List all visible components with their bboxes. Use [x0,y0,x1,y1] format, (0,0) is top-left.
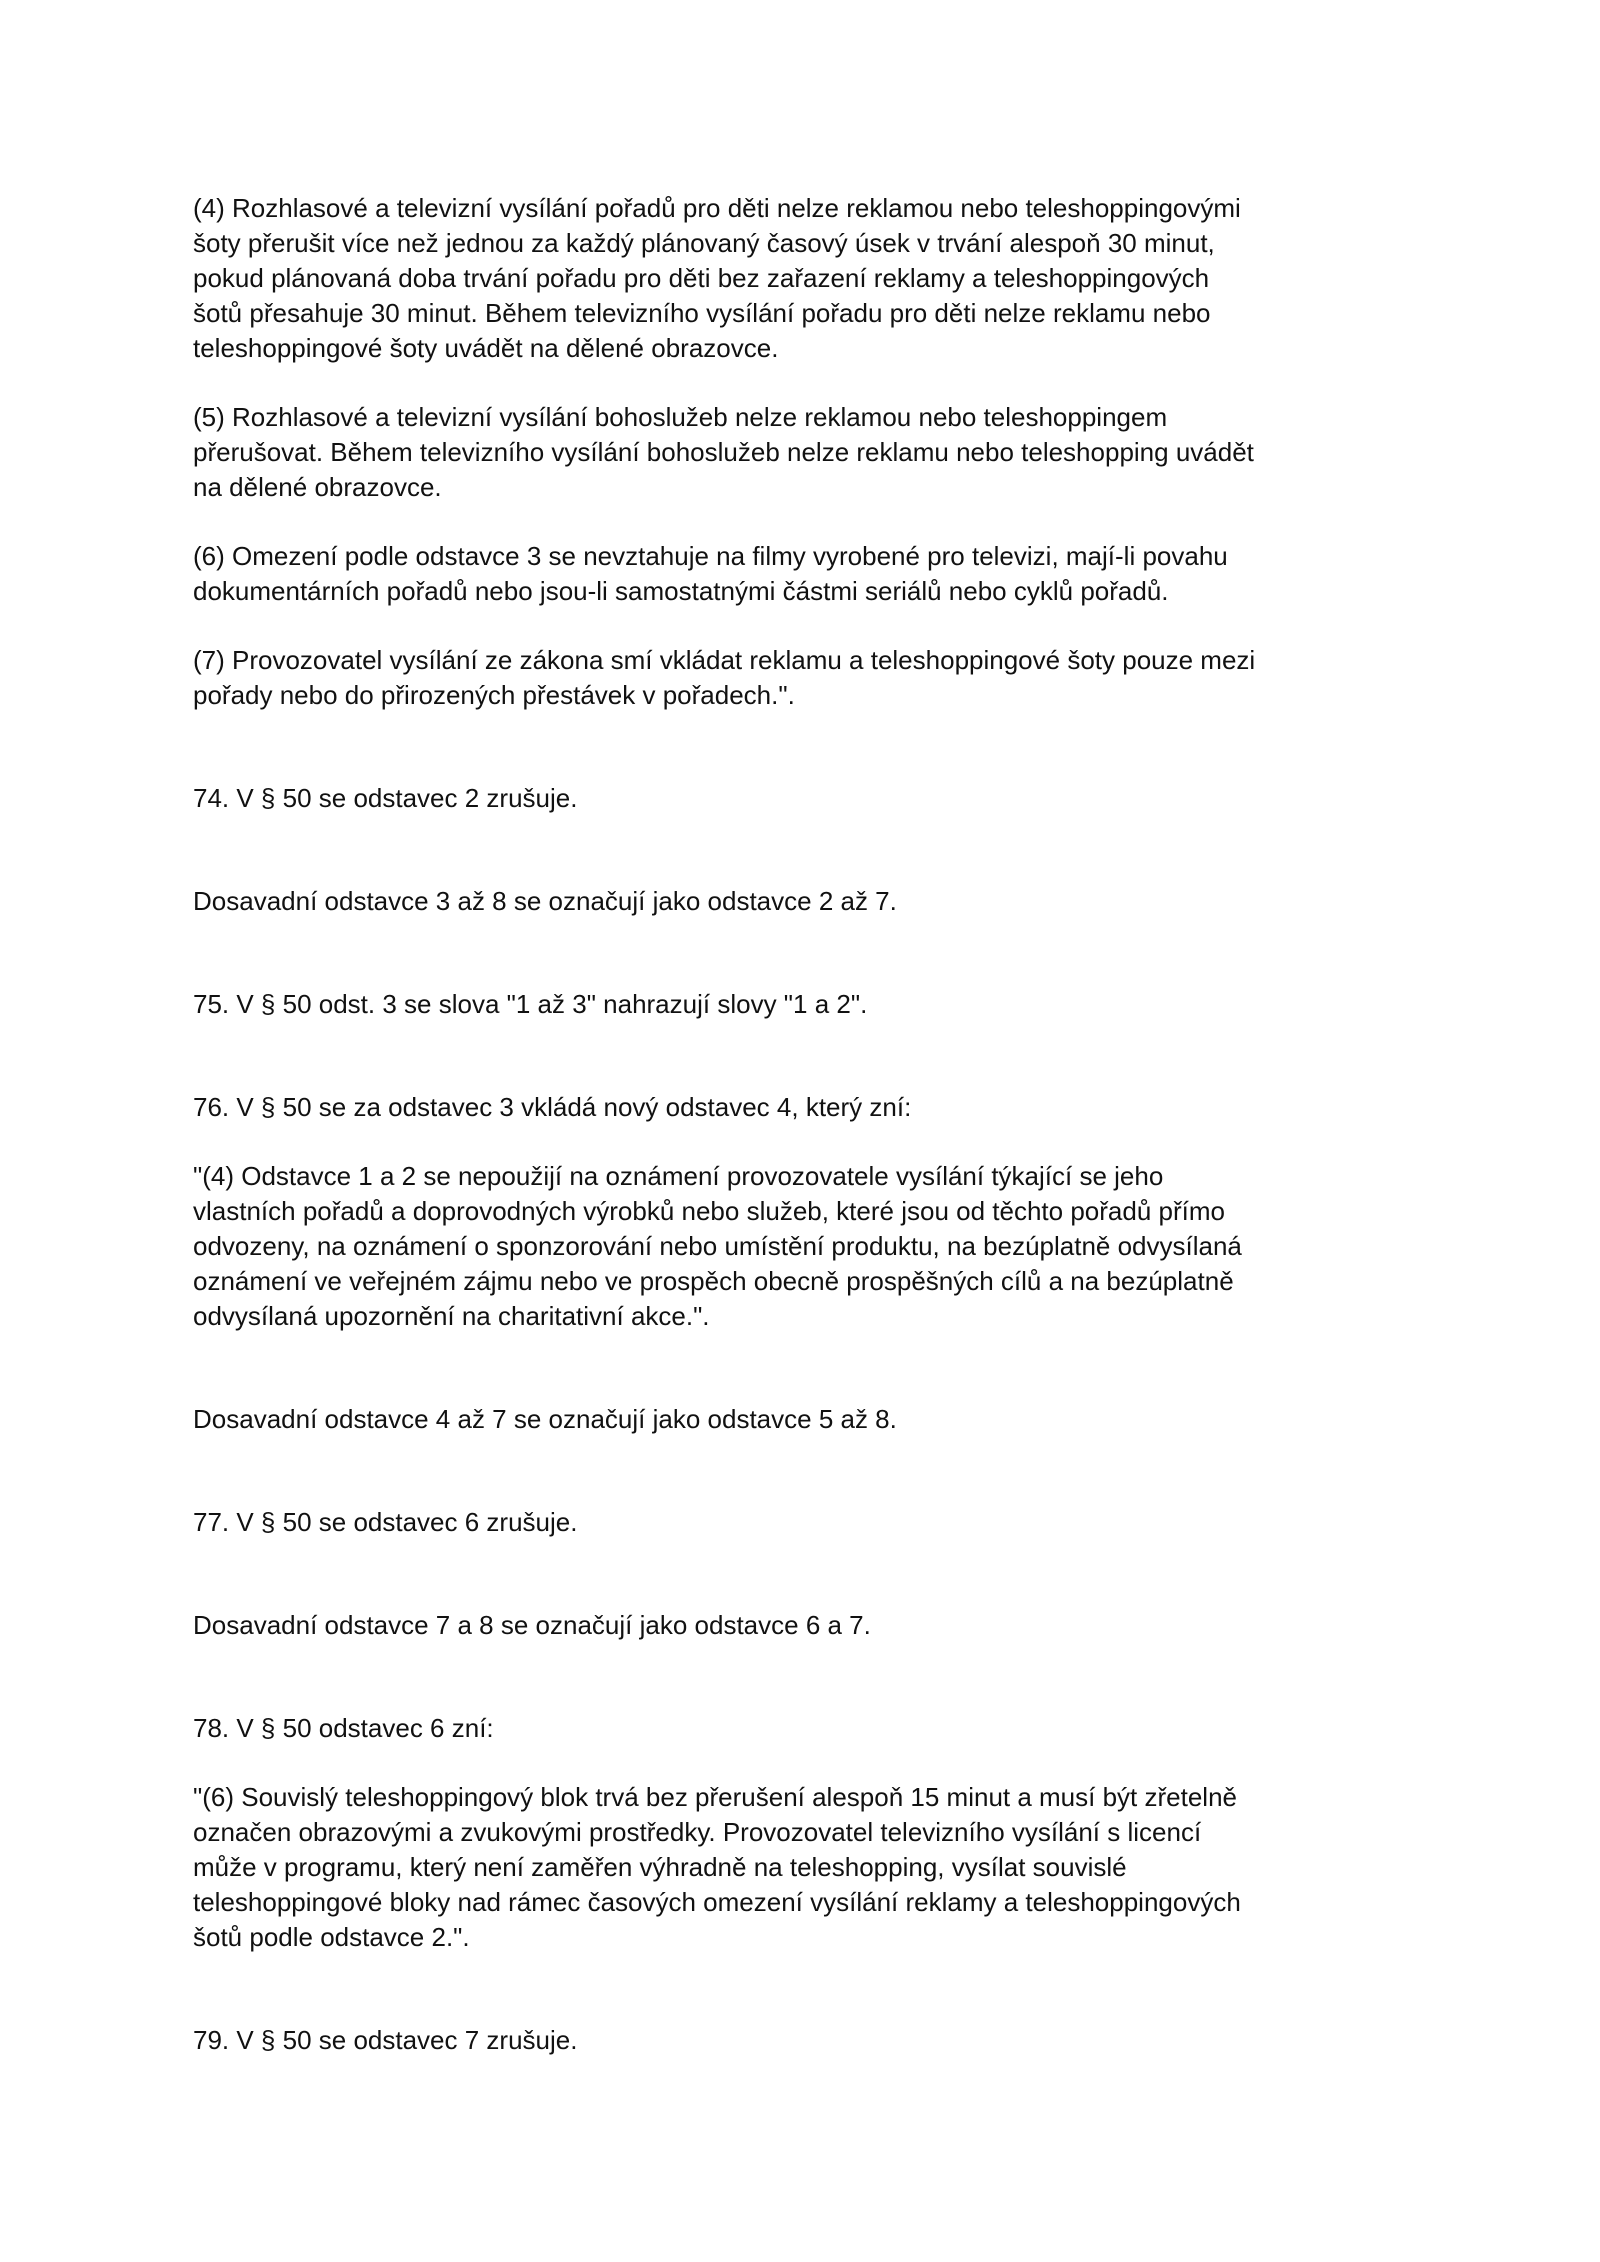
text-line: 74. V § 50 se odstavec 2 zrušuje. [193,783,578,813]
text-line: Dosavadní odstavce 7 a 8 se označují jako odstavce 6 a 7. [193,1610,871,1640]
spacer [193,1746,1433,1780]
document-body [193,191,1433,2058]
text-line: (6) Omezení podle odstavce 3 se nevztahuje na filmy vyrobené pro televizi, mají-li povahu [193,541,1228,571]
text-line: (4) Rozhlasové a televizní vysílání pořadů pro děti nelze reklamou nebo teleshoppingovými [193,193,1241,223]
text-line: Dosavadní odstavce 3 až 8 se označují jako odstavce 2 až 7. [193,886,897,916]
quoted-paragraph-4 [193,1159,1433,1334]
paragraph-7 [193,643,1433,713]
amendment-item-74 [193,781,1433,816]
spacer [193,505,1433,539]
amendment-item-75 [193,987,1433,1022]
spacer [193,1125,1433,1159]
spacer [193,919,1433,987]
text-line: odvozeny, na oznámení o sponzorování nebo umístění produktu, na bezúplatně odvysílaná [193,1231,1242,1261]
paragraph-5 [193,400,1433,505]
amendment-item-79 [193,2023,1433,2058]
text-line: dokumentárních pořadů nebo jsou-li samostatnými částmi seriálů nebo cyklů pořadů. [193,576,1169,606]
text-line: "(6) Souvislý teleshoppingový blok trvá bez přerušení alespoň 15 minut a musí být zřetelně [193,1782,1237,1812]
amendment-item-76 [193,1090,1433,1125]
text-line: přerušovat. Během televizního vysílání bohoslužeb nelze reklamu nebo teleshopping uvádět [193,437,1254,467]
spacer [193,1437,1433,1505]
text-line: 75. V § 50 odst. 3 se slova "1 až 3" nahrazují slovy "1 a 2". [193,989,868,1019]
amendment-item-78 [193,1711,1433,1746]
text-line: 77. V § 50 se odstavec 6 zrušuje. [193,1507,578,1537]
text-line: šotů podle odstavce 2.". [193,1922,470,1952]
spacer [193,609,1433,643]
text-line: oznámení ve veřejném zájmu nebo ve prospěch obecně prospěšných cílů a na bezúplatně [193,1266,1234,1296]
paragraph-4 [193,191,1433,366]
text-line: šoty přerušit více než jednou za každý plánovaný časový úsek v trvání alespoň 30 minut, [193,228,1215,258]
text-line: 76. V § 50 se za odstavec 3 vkládá nový odstavec 4, který zní: [193,1092,912,1122]
text-line: pokud plánovaná doba trvání pořadu pro děti bez zařazení reklamy a teleshoppingových [193,263,1210,293]
text-line: vlastních pořadů a doprovodných výrobků nebo služeb, které jsou od těchto pořadů přímo [193,1196,1225,1226]
text-line: (7) Provozovatel vysílání ze zákona smí vkládat reklamu a teleshoppingové šoty pouze mezi [193,645,1256,675]
renumbering-note-2 [193,1402,1433,1437]
spacer [193,366,1433,400]
text-line: "(4) Odstavce 1 a 2 se nepoužijí na oznámení provozovatele vysílání týkající se jeho [193,1161,1164,1191]
spacer [193,1022,1433,1090]
spacer [193,816,1433,884]
spacer [193,713,1433,781]
text-line: teleshoppingové šoty uvádět na dělené obrazovce. [193,333,779,363]
text-line: odvysílaná upozornění na charitativní akce.". [193,1301,710,1331]
text-line: 78. V § 50 odstavec 6 zní: [193,1713,494,1743]
amendment-item-77 [193,1505,1433,1540]
text-line: 79. V § 50 se odstavec 7 zrušuje. [193,2025,578,2055]
renumbering-note-1 [193,884,1433,919]
text-line: Dosavadní odstavce 4 až 7 se označují jako odstavce 5 až 8. [193,1404,897,1434]
quoted-paragraph-6 [193,1780,1433,1955]
text-line: pořady nebo do přirozených přestávek v pořadech.". [193,680,795,710]
renumbering-note-3 [193,1608,1433,1643]
text-line: (5) Rozhlasové a televizní vysílání bohoslužeb nelze reklamou nebo teleshoppingem [193,402,1168,432]
text-line: teleshoppingové bloky nad rámec časových omezení vysílání reklamy a teleshoppingových [193,1887,1241,1917]
text-line: šotů přesahuje 30 minut. Během televizního vysílání pořadu pro děti nelze reklamu nebo [193,298,1211,328]
spacer [193,1955,1433,2023]
text-line: může v programu, který není zaměřen výhradně na teleshopping, vysílat souvislé [193,1852,1127,1882]
spacer [193,1540,1433,1608]
spacer [193,1643,1433,1711]
paragraph-6 [193,539,1433,609]
text-line: označen obrazovými a zvukovými prostředky. Provozovatel televizního vysílání s licencí [193,1817,1202,1847]
spacer [193,1334,1433,1402]
text-line: na dělené obrazovce. [193,472,442,502]
